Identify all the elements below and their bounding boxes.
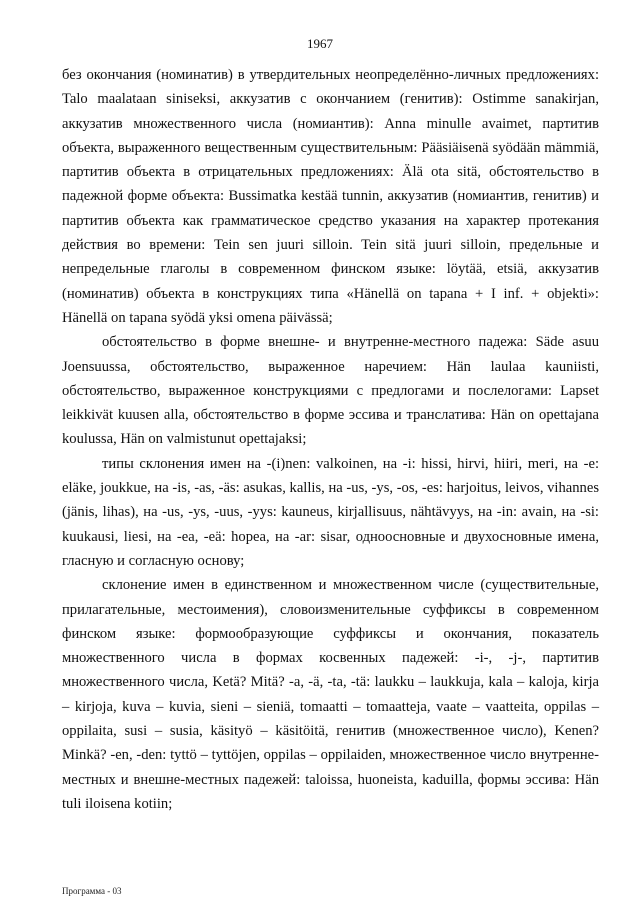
page-footer: Программа - 03 bbox=[62, 886, 122, 896]
paragraph-1: без окончания (номинатив) в утвердительных неопределённо-личных предложениях: Talo maalataan siniseksi, аккузатив с окончанием (генитив): Ostimme sanakirjan, аккузатив множественного числа (номиантив): Anna minulle avaimet, партитив объекта, выраженного вещественным существительным: Pääsiäisenä syödään mämmiä, партитив объекта в отрицательных предложениях: Älä ota sitä, обстоятельство в падежной форме объекта: Bussimatka kestää tunnin, аккузатив (номиантив, генитив) и партитив объекта как грамматическое средство указания на характер протекания действия во времени: Tein sen juuri silloin. Tein sitä juuri silloin, предельные и непредельные глаголы в современном финском языке: löytää, etsiä, аккузатив (номинатив) объекта в конструкциях типа «Hänellä on tapana + I inf. + objekti»: Hänellä on tapana syödä yksi omena päivässä; bbox=[62, 67, 599, 326]
page-number: 1967 bbox=[307, 36, 333, 51]
body-text bbox=[62, 63, 599, 816]
paragraph-4: склонение имен в единственном и множественном числе (существительные, прилагательные, местоимения), словоизменительные суффиксы в современном финском языке: формообразующие суффиксы и окончания, показатель множественного числа в формах косвенных падежей: -i-, -j-, партитив множественного числа, Ketä? Mitä? -a, -ä, -ta, -tä: laukku – laukkuja, kala – kaloja, kirja – kirjoja, kuva – kuvia, sieni – sieniä, tomaatti – tomaatteja, vaate – vaatteita, oppilas – oppilaita, susi – susia, käsityö – käsitöitä, генитив (множественное число), Kenen? Minkä? -en, -den: tyttö – tyttöjen, oppilas – oppilaiden, множественное число внутренне-местных и внешне-местных падежей: taloissa, huoneista, kaduilla, формы эссива: Hän tuli iloisena kotiin; bbox=[62, 577, 599, 812]
paragraph-2: обстоятельство в форме внешне- и внутренне-местного падежа: Säde asuu Joensuussa, обстоятельство, выраженное наречием: Hän laulaa kauniisti, обстоятельство, выраженное конструкциями с предлогами и послелогами: Lapset leikkivät kuusen alla, обстоятельство в форме эссива и транслатива: Hän on opettajana koulussa, Hän on valmistunut opettajaksi; bbox=[62, 334, 599, 448]
paragraph-3: типы склонения имен на -(i)nen: valkoinen, на -i: hissi, hirvi, hiiri, meri, на -e: eläke, joukkue, на -is, -as, -äs: asukas, kallis, на -us, -ys, -os, -es: harjoitus, leivos, vihannes (jänis, lihas), на -us, -ys, -uus, -yys: kauneus, kirjallisuus, nähtävyys, на -in: avain, на -si: kuukausi, liesi, на -ea, -eä: hopea, на -ar: sisar, одноосновные и двухосновные имена, гласную и согласную основу; bbox=[62, 455, 599, 569]
